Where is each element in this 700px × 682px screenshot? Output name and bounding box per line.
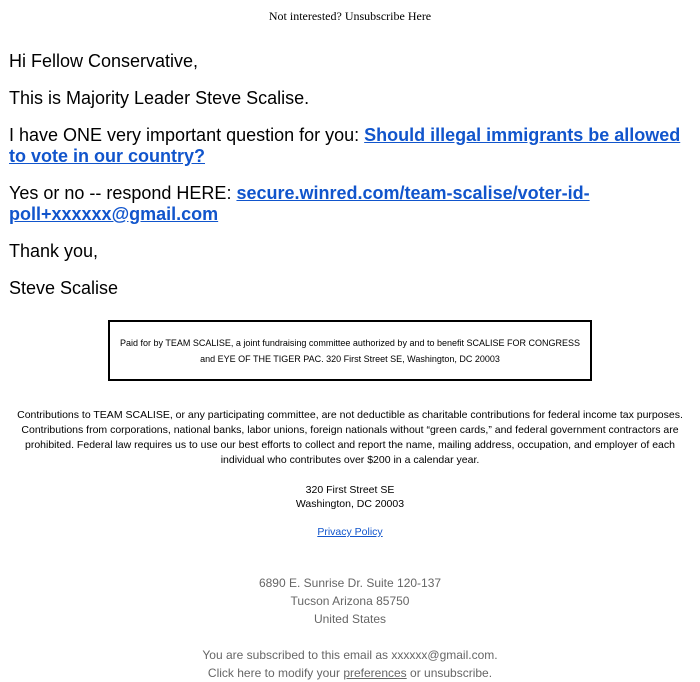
question-link[interactable]: Should illegal immigrants be allowed to vote in our country? — [9, 125, 681, 166]
paid-for-box: Paid for by TEAM SCALISE, a joint fundraising committee authorized by and to benefit SCALISE FOR CONGRESS and EYE OF THE TIGER PAC. 320 First Street SE, Washington, DC 20003 — [108, 320, 592, 381]
footer-address-line1: 6890 E. Sunrise Dr. Suite 120-137 — [258, 576, 442, 590]
intro-line: This is Majority Leader Steve Scalise. — [9, 88, 310, 108]
greeting: Hi Fellow Conservative, — [9, 51, 199, 71]
modify-line — [0, 664, 700, 682]
mailing-address — [0, 483, 700, 511]
unsubscribe-link[interactable]: Not interested? Unsubscribe Here — [268, 9, 432, 23]
respond-prefix: Yes or no -- respond HERE: — [9, 183, 237, 203]
contribution-disclaimer: Contributions to TEAM SCALISE, or any participating committee, are not deductible as charitable contributions for federal income tax purposes. Contributions from corporations, national banks, labor unions, foreign nationals without “green cards,” and federal government contractors are prohibited. Federal law requires us to use our best efforts to collect and report the name, mailing address, occupation, and employer of each individual who contributes over $200 in a calendar year. — [17, 409, 683, 466]
respond-paragraph — [9, 183, 690, 225]
email-body — [0, 51, 700, 299]
subscribed-notice: You are subscribed to this email as xxxxxx@gmail.com. — [202, 648, 498, 662]
signature: Steve Scalise — [9, 278, 119, 298]
respond-link[interactable]: secure.winred.com/team-scalise/voter-id-poll+xxxxxx@gmail.com — [9, 183, 590, 224]
question-prefix: I have ONE very important question for you: — [9, 125, 365, 145]
footer-address — [0, 574, 700, 628]
thanks-line: Thank you, — [9, 241, 99, 261]
modify-suffix: or unsubscribe. — [406, 666, 493, 680]
question-paragraph — [9, 125, 690, 167]
unsubscribe-header — [0, 9, 700, 25]
privacy-policy-link[interactable]: Privacy Policy — [317, 526, 383, 538]
footer-address-line2: Tucson Arizona 85750 — [290, 594, 410, 608]
mailing-address-line1: 320 First Street SE — [305, 484, 395, 496]
modify-prefix: Click here to modify your — [207, 666, 344, 680]
footer-subscription — [0, 646, 700, 682]
footer-address-line3: United States — [313, 612, 387, 626]
mailing-address-line2: Washington, DC 20003 — [295, 498, 405, 510]
preferences-link[interactable]: preferences — [343, 666, 407, 680]
privacy-policy-row — [0, 526, 700, 538]
